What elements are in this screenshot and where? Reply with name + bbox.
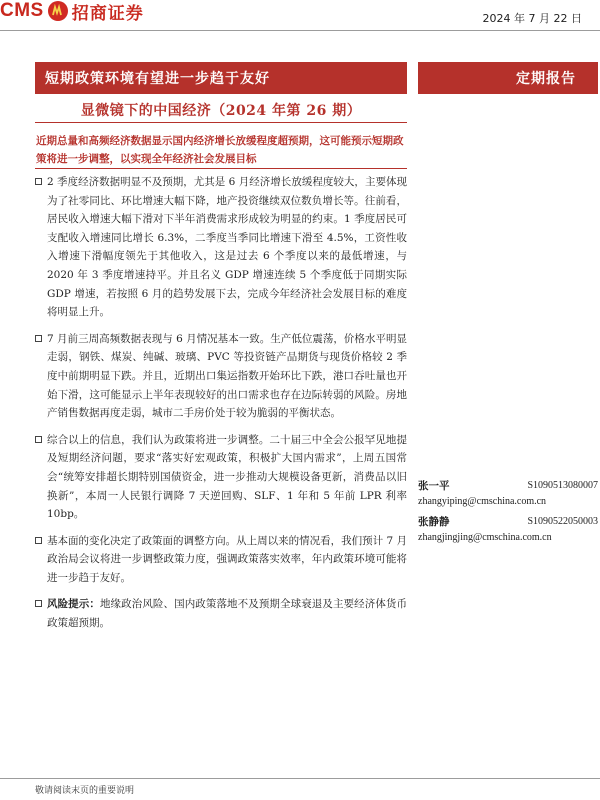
summary-divider: [35, 168, 407, 169]
key-point-item: [35, 532, 407, 588]
logo-emblem-icon: [48, 1, 68, 21]
footer-divider: [0, 778, 600, 779]
footer-disclaimer: 敬请阅读末页的重要说明: [35, 786, 135, 796]
subtitle-divider: [35, 122, 407, 123]
key-point-item: [35, 173, 407, 322]
report-type-banner: [418, 62, 598, 94]
risk-warning-text: 地缘政治风险、国内政策落地不及预期全球衰退及主要经济体货币政策超预期。: [47, 598, 408, 630]
analyst-license-id: S1090522050003: [527, 516, 598, 527]
key-point-text: 7 月前三周高频数据表现与 6 月情况基本一致。生产低位震荡，价格水平明显走弱，钢铁、煤炭、纯碱、玻璃、PVC 等投资链产品期货与现货价格较 2 季度中前期明显下跌。并且，近期出口集运指数开始环比下跌，港口吞吐量也开始下滑，这可能显示上半年表现较好的出口需求也存在边际转弱的风险。房地产销售数据再度走弱，城市二手房价处于较为脆弱的平衡状态。: [47, 332, 407, 420]
checkbox-bullet-icon: [35, 537, 42, 544]
report-date: 2024 年 7 月 22 日: [482, 12, 582, 25]
key-point-item: [35, 330, 407, 423]
key-point-text: 2 季度经济数据明显不及预期，尤其是 6 月经济增长放缓程度较大，主要体现为了社零同比、环比增速大幅下降，地产投资继续双位数负增长等。往前看，居民收入增速大幅下滑对下半年消费需求形成较为明显的约束。1 季度居民可支配收入增速同比增长 6.3%，二季度当季同比增速下滑至 4.5%，工资性收入增速下滑幅度领先于其他收入，这是过去 6 个季度以来的最低增速，与 2020 年 3 季度增速持平。并且名义 GDP 增速连续 5 个季度低于同期实际 GDP 增速，若按照 6 月的趋势发展下去，完成今年经济社会发展目标的难度将明显上升。: [47, 176, 407, 319]
key-points-list: [35, 173, 407, 641]
report-subtitle: 显微镜下的中国经济（2024 年第 26 期）: [80, 103, 362, 119]
key-point-item: [35, 431, 407, 524]
checkbox-bullet-icon: [35, 436, 42, 443]
analyst-license-id: S1090513080007: [527, 480, 598, 491]
risk-warning-item: [35, 595, 407, 632]
report-title-banner: [35, 62, 407, 94]
analyst-email[interactable]: zhangjingjing@cmschina.com.cn: [418, 532, 552, 543]
analyst-email[interactable]: zhangyiping@cmschina.com.cn: [418, 496, 547, 507]
logo-cn-text: 招商证券: [71, 3, 144, 24]
key-point-text: 基本面的变化决定了政策面的调整方向。从上周以来的情况看，我们预计 7 月政治局会议将进一步调整政策力度，强调政策落实效率，年内政策环境可能将进一步趋于友好。: [47, 534, 407, 584]
checkbox-bullet-icon: [35, 600, 42, 607]
analyst-entry: [418, 478, 598, 510]
company-logo: [0, 0, 144, 22]
analyst-entry: [418, 514, 598, 546]
header-divider: [0, 30, 600, 31]
report-type-label: 定期报告: [516, 71, 576, 87]
checkbox-bullet-icon: [35, 178, 42, 185]
checkbox-bullet-icon: [35, 335, 42, 342]
report-title: 短期政策环境有望进一步趋于友好: [45, 71, 270, 87]
risk-warning-lead: 风险提示：: [47, 598, 100, 611]
logo-text: CMS: [0, 0, 44, 21]
summary-text: 近期总量和高频经济数据显示国内经济增长放缓程度超预期，这可能预示短期政策将进一步调整，以实现全年经济社会发展目标: [36, 135, 404, 165]
analyst-name: 张一平: [418, 480, 450, 492]
analyst-panel: [418, 478, 598, 550]
key-point-text: 综合以上的信息，我们认为政策将进一步调整。二十届三中全会公报罕见地提及短期经济问题，要求“落实好宏观政策，积极扩大国内需求”，上周五国常会“统筹安排超长期特别国债资金，进一步推动大规模设备更新，消费品以旧换新”，本周一人民银行调降 7 天逆回购、SLF、1 年和 5 年前 LPR 利率 10bp。: [47, 433, 407, 521]
analyst-name: 张静静: [418, 516, 450, 528]
